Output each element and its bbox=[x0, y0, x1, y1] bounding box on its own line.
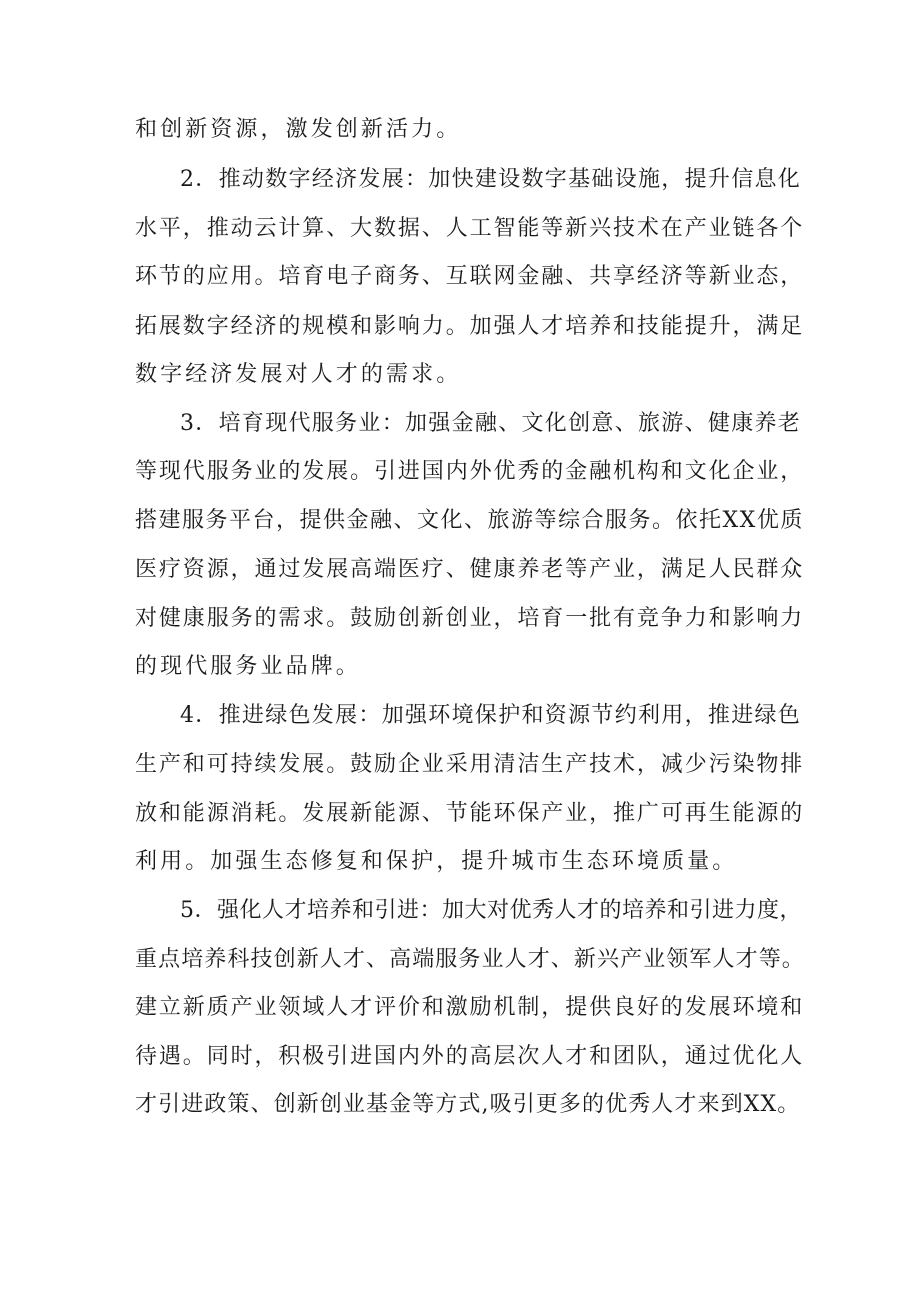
paragraph-4-heading-line: 4．推进绿色发展：加强环境保护和资源节约利用，推进绿色 bbox=[180, 703, 802, 728]
text-line: 利用。加强生态修复和保护，提升城市生态环境质量。 bbox=[135, 849, 738, 874]
text-line: 建立新质产业领域人才评价和激励机制，提供良好的发展环境和 bbox=[135, 995, 805, 1020]
paragraph-3-heading-line: 3．培育现代服务业：加强金融、文化创意、旅游、健康养老 bbox=[180, 411, 802, 436]
text-line: 和创新资源，激发创新活力。 bbox=[135, 117, 462, 142]
text-line: 生产和可持续发展。鼓励企业采用清洁生产技术，减少污染物排 bbox=[135, 752, 805, 777]
text-line: 重点培养科技创新人才、高端服务业人才、新兴产业领军人才等。 bbox=[135, 947, 805, 972]
text-line: 拓展数字经济的规模和影响力。加强人才培养和技能提升，满足 bbox=[135, 314, 805, 339]
text-line: 水平，推动云计算、大数据、人工智能等新兴技术在产业链各个 bbox=[135, 216, 805, 241]
text-line: 放和能源消耗。发展新能源、节能环保产业，推广可再生能源的 bbox=[135, 801, 805, 826]
text-line: 数字经济发展对人才的需求。 bbox=[135, 362, 462, 387]
text-line: 医疗资源，通过发展高端医疗、健康养老等产业，满足人民群众 bbox=[135, 557, 805, 582]
text-line: 环节的应用。培育电子商务、互联网金融、共享经济等新业态， bbox=[135, 264, 805, 289]
text-line: 待遇。同时，积极引进国内外的高层次人才和团队，通过优化人 bbox=[135, 1044, 805, 1069]
text-line: 的现代服务业品牌。 bbox=[135, 654, 361, 679]
paragraph-2-heading-line: 2．推动数字经济发展：加快建设数字基础设施，提升信息化 bbox=[180, 167, 802, 192]
text-line: 搭建服务平台，提供金融、文化、旅游等综合服务。依托XX优质 bbox=[135, 508, 804, 533]
text-line: 对健康服务的需求。鼓励创新创业，培育一批有竞争力和影响力 bbox=[135, 606, 805, 631]
text-line: 等现代服务业的发展。引进国内外优秀的金融机构和文化企业， bbox=[135, 459, 805, 484]
text-line: 才引进政策、创新创业基金等方式,吸引更多的优秀人才来到XX。 bbox=[135, 1092, 801, 1117]
paragraph-5-heading-line: 5．强化人才培养和引进：加大对优秀人才的培养和引进力度， bbox=[180, 898, 802, 923]
